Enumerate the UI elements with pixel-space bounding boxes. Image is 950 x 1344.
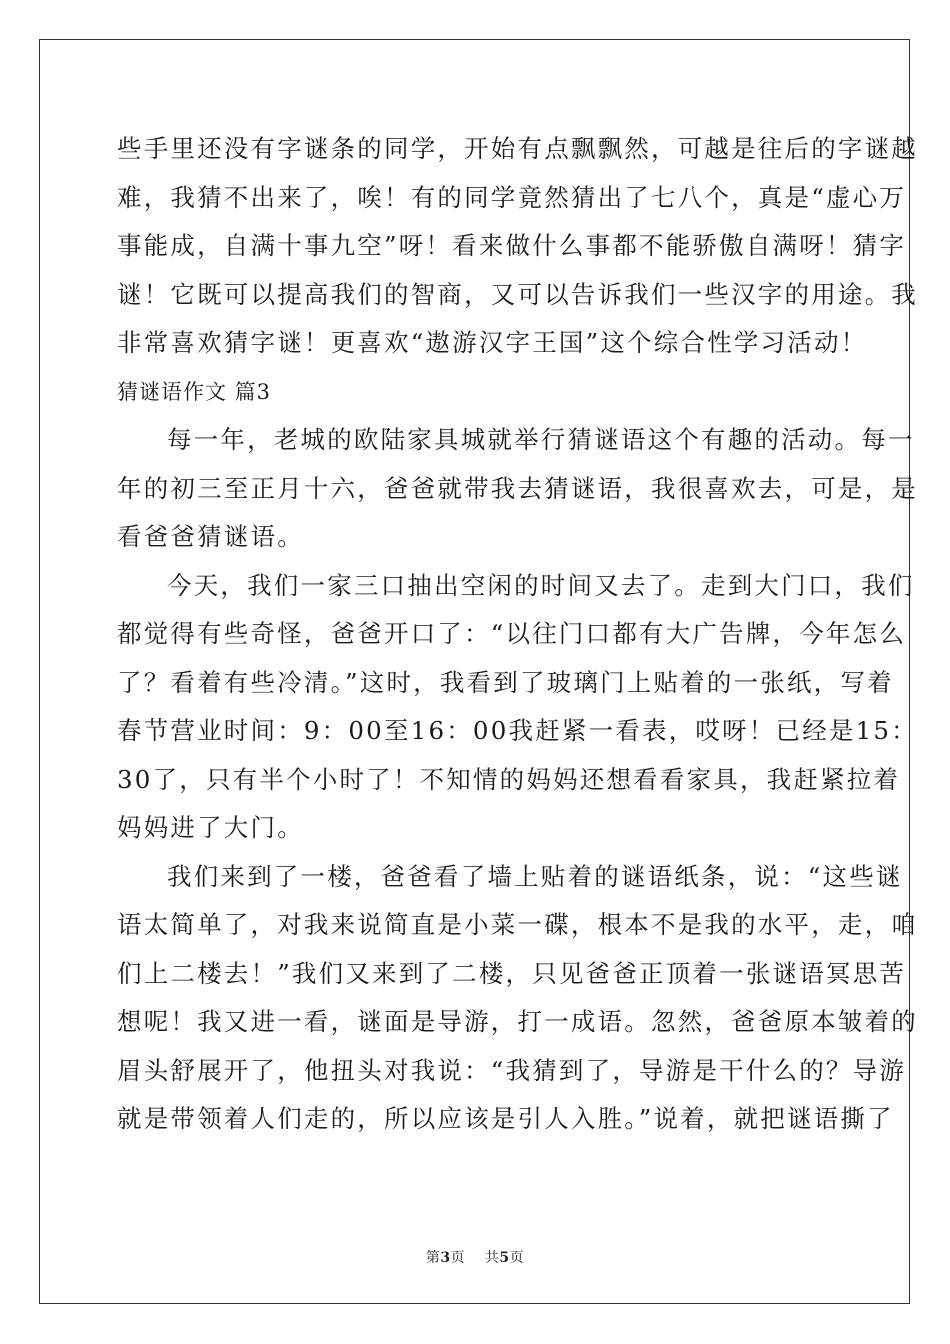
text-line: 我们来到了一楼，爸爸看了墙上贴着的谜语纸条，说：“这些谜: [167, 861, 903, 891]
text-line: 妈妈进了大门。: [117, 813, 304, 842]
page-prefix: 第: [425, 1250, 441, 1266]
text-line: 非常喜欢猜字谜！更喜欢“遨游汉字王国”这个综合性学习活动！: [117, 328, 868, 357]
page-number: [426, 1250, 465, 1266]
text-line: 们上二楼去！”我们又来到了二楼，只见爸爸正顶着一张谜语冥思苦: [117, 958, 907, 988]
text-line: 了？看着有些冷清。”这时，我看到了玻璃门上贴着的一张纸，写着: [117, 667, 894, 697]
text-line: 都觉得有些奇怪，爸爸开口了：“以往门口都有大广告牌，今年怎么: [117, 619, 907, 648]
section-heading: 猜谜语作文 篇3: [117, 379, 272, 404]
total-pages: 5: [499, 1250, 510, 1266]
text-line: 就是带领着人们走的，所以应该是引人入胜。”说着，就把谜语撕了: [117, 1104, 894, 1133]
current-page: 3: [440, 1250, 451, 1266]
page-suffix: 页: [450, 1250, 466, 1266]
text-line: 谜！它既可以提高我们的智商，又可以告诉我们一些汉字的用途。我: [117, 279, 918, 309]
text-line: 春节营业时间：9：00至16：00我赶紧一看表，哎呀！已经是15：: [117, 716, 918, 745]
text-line: 眉头舒展开了，他扭头对我说：“我猜到了，导游是干什么的？导游: [117, 1055, 907, 1085]
text-line: 语太简单了，对我来说简直是小菜一碟，根本不是我的水平，走，咱: [117, 910, 918, 939]
text-line: 想呢！我又进一看，谜面是导游，打一成语。忽然，爸爸原本皱着的: [117, 1007, 918, 1036]
text-line: 今天，我们一家三口抽出空闲的时间又去了。走到大门口，我们: [167, 570, 915, 600]
text-line: 每一年，老城的欧陆家具城就举行猜谜语这个有趣的活动。每一: [167, 425, 915, 454]
page-total: [485, 1250, 524, 1266]
text-line: 些手里还没有字谜条的同学，开始有点飘飘然，可越是往后的字谜越: [117, 134, 918, 163]
text-line: 年的初三至正月十六，爸爸就带我去猜谜语，我很喜欢去，可是，是: [117, 473, 918, 503]
total-prefix: 共: [484, 1250, 500, 1266]
text-line: 30了，只有半个小时了！不知情的妈妈还想看看家具，我赶紧拉着: [117, 764, 901, 794]
text-line: 看爸爸猜谜语。: [117, 522, 304, 551]
page-footer: [0, 1247, 950, 1267]
total-suffix: 页: [509, 1250, 525, 1266]
text-line: 难，我猜不出来了，唉！有的同学竟然猜出了七八个，真是“虚心万: [117, 182, 907, 212]
text-line: 事能成，自满十事九空”呀！看来做什么事都不能骄傲自满呀！猜字: [117, 231, 907, 260]
document-body: [117, 129, 918, 1148]
